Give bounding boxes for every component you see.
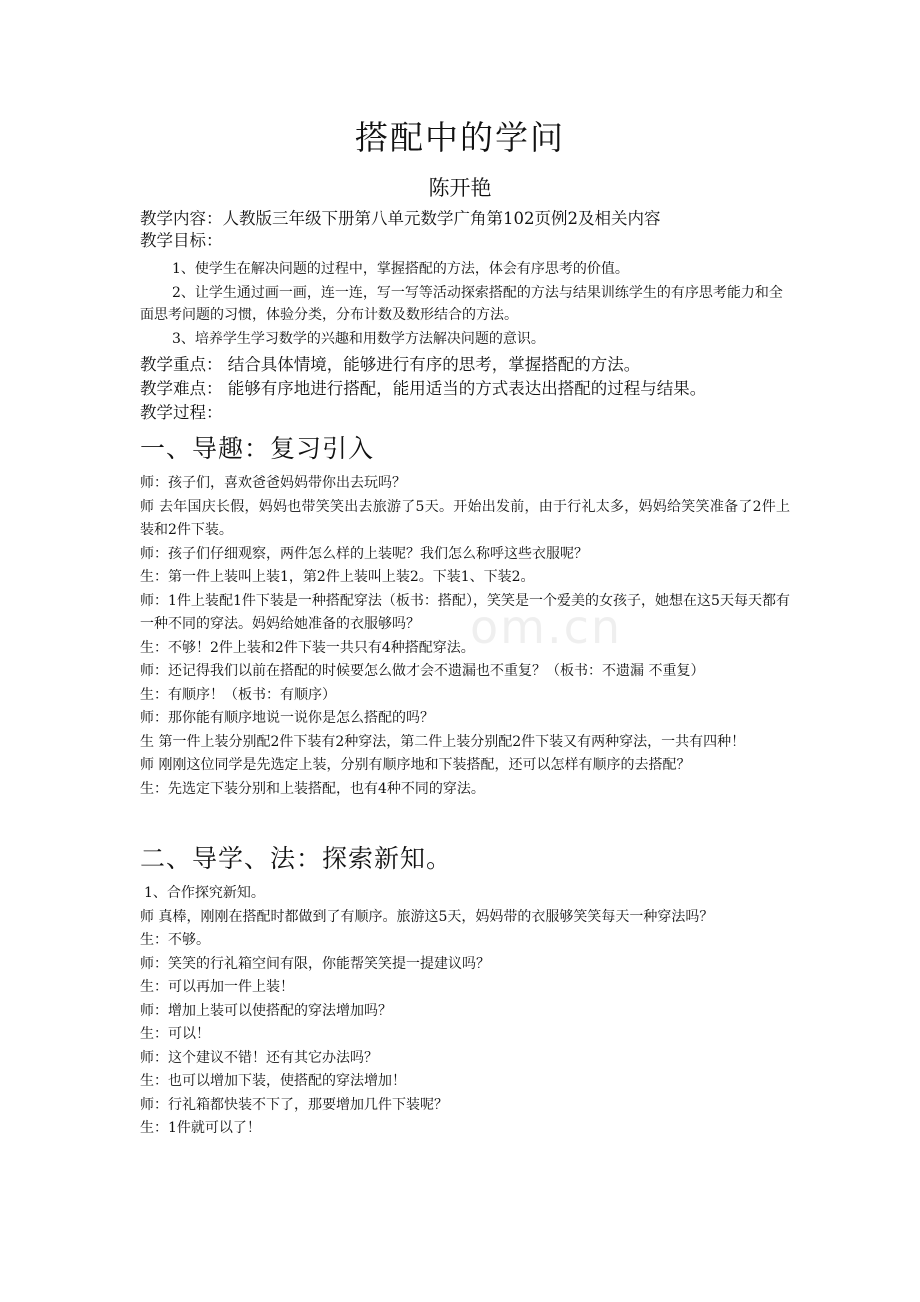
dialog-line: 师：孩子们，喜欢爸爸妈妈带你出去玩吗？ (140, 475, 406, 491)
dialog-line: 师 去年国庆长假，妈妈也带笑笑出去旅游了5天。开始出发前，由于行礼太多，妈妈给笑笑准备了2件上装和2件下装。 (140, 498, 790, 538)
section-review (140, 432, 790, 801)
dialog-line: 师：孩子们仔细观察，两件怎么样的上装呢？我们怎么称呼这些衣服呢？ (140, 545, 588, 562)
dialog-line: 生：不够。 (140, 932, 210, 948)
section-explore (140, 842, 790, 1141)
dialog-line: 师 刚刚这位同学是先选定上装，分别有顺序地和下装搭配，还可以怎样有顺序的去搭配？ (140, 757, 691, 773)
dialog-line: 师：还记得我们以前在搭配的时候要怎么做才会不遗漏也不重复？（板书：不遗漏 不重复） (140, 663, 705, 679)
teaching-content: 教学内容：人教版三年级下册第八单元数学广角第102页例2及相关内容 (140, 209, 661, 228)
goal-item: 2、让学生通过画一画，连一连，写一写等活动探索搭配的方法与结果训练学生的有序思考能力和全面思考问题的习惯，体验分类，分布计数及数形结合的方法。 (140, 285, 783, 323)
dialog-line: 师：增加上装可以使搭配的穿法增加吗？ (140, 1002, 392, 1019)
dialog-line: 师：这个建议不错！还有其它办法吗？ (140, 1049, 378, 1066)
dialog-line: 生：可以再加一件上装！ (140, 979, 294, 995)
dialog-line: 生：可以！ (140, 1026, 210, 1042)
document-title: 搭配中的学问 (355, 118, 565, 157)
author-name: 陈开艳 (428, 176, 492, 200)
goal-item: 1、使学生在解决问题的过程中，掌握搭配的方法，体会有序思考的价值。 (172, 261, 629, 277)
teaching-process-label: 教学过程： (140, 403, 223, 422)
difficulty: 教学难点： 能够有序地进行搭配，能用适当的方式表达出搭配的过程与结果。 (140, 379, 707, 398)
dialog-line: 生：有顺序！（板书：有顺序） (140, 686, 336, 703)
dialog-line: 师 真棒，刚刚在搭配时都做到了有顺序。旅游这5天，妈妈带的衣服够笑笑每天一种穿法吗？ (140, 908, 714, 925)
section-heading: 二、导学、法：探索新知。 (140, 844, 453, 873)
dialog-line: 生：不够！2件上装和2件下装一共只有4种搭配穿法。 (140, 639, 475, 656)
teaching-goals-label: 教学目标： (140, 231, 223, 250)
dialog-line: 生：也可以增加下装，使搭配的穿法增加！ (140, 1073, 406, 1089)
watermark: om.cn (470, 600, 623, 654)
dialog-line: 师：那你能有顺序地说一说你是怎么搭配的吗？ (140, 710, 434, 726)
dialog-line: 生：1件就可以了！ (140, 1120, 261, 1136)
dialog-list (140, 882, 790, 1141)
dialog-line: 师：行礼箱都快装不下了，那要增加几件下装呢？ (140, 1096, 448, 1113)
goal-item: 3、培养学生学习数学的兴趣和用数学方法解决问题的意识。 (172, 331, 545, 347)
lesson-meta (140, 208, 790, 424)
dialog-line: 生：先选定下装分别和上装搭配，也有4种不同的穿法。 (140, 780, 485, 797)
dialog-line: 师：笑笑的行礼箱空间有限，你能帮笑笑提一提建议吗？ (140, 955, 490, 972)
subsection-label: 1、合作探究新知。 (144, 885, 265, 901)
dialog-line: 生 第一件上装分别配2件下装有2种穿法，第二件上装分别配2件下装又有两种穿法，一共有四种！ (140, 733, 746, 750)
dialog-list (140, 472, 790, 801)
key-point: 教学重点： 结合具体情境，能够进行有序的思考，掌握搭配的方法。 (140, 355, 641, 374)
dialog-line: 生：第一件上装叫上装1，第2件上装叫上装2。下装1、下装2。 (140, 569, 535, 585)
section-heading: 一、导趣：复习引入 (140, 434, 375, 463)
dialog-line: 师：1件上装配1件下装是一种搭配穿法（板书：搭配），笑笑是一个爱美的女孩子，她想在这5天每天都有一种不同的穿法。妈妈给她准备的衣服够吗？ (140, 592, 790, 632)
